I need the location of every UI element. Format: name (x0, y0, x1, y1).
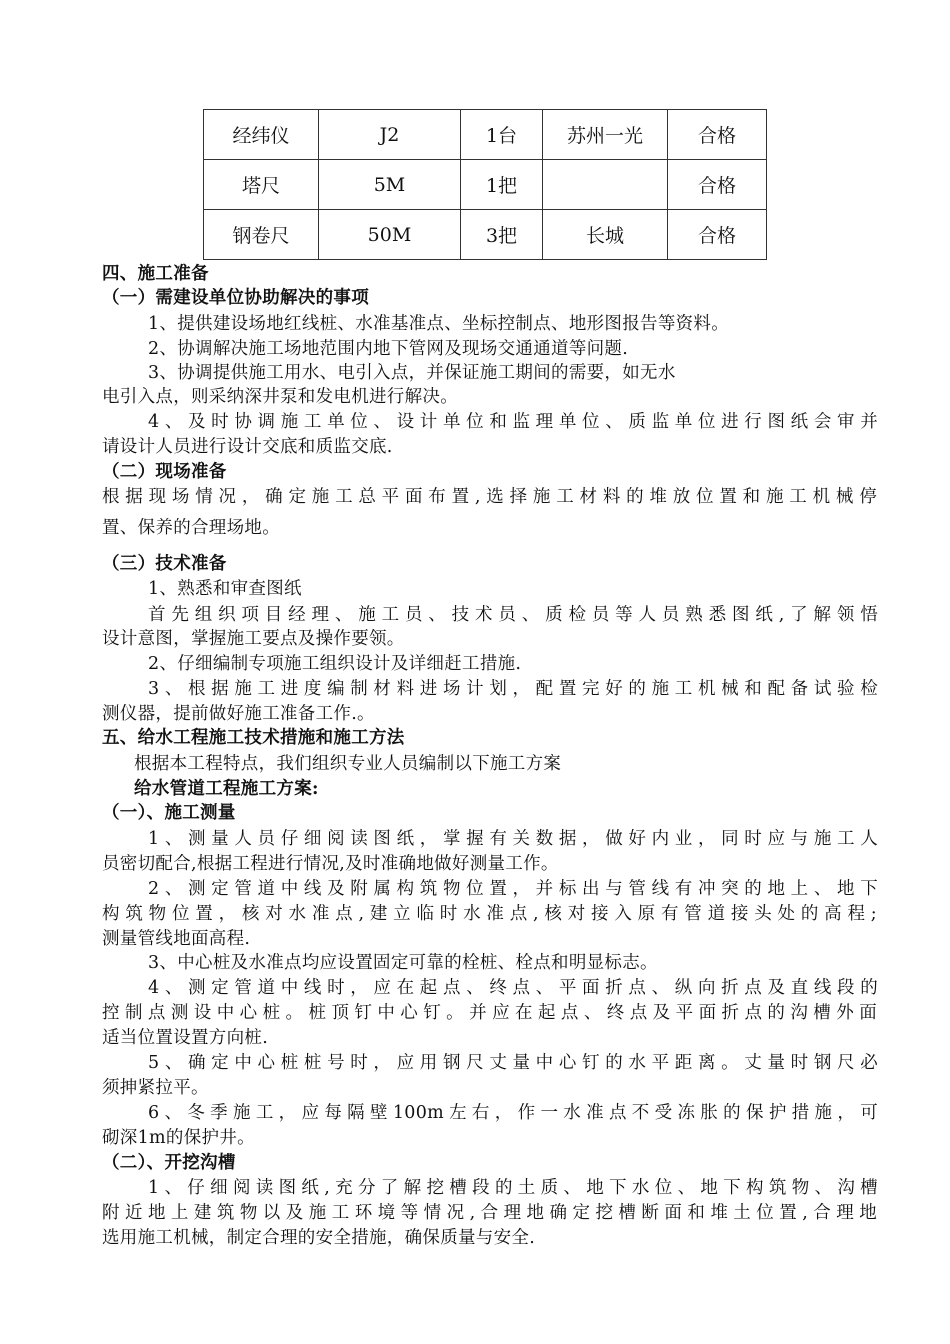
paragraph-line: 电引入点，则采纳深井泵和发电机进行解决。 (102, 387, 458, 407)
paragraph-line: 员密切配合,根据工程进行情况,及时准确地做好测量工作。 (102, 854, 559, 874)
subsection-heading: （二）、开挖沟槽 (102, 1153, 236, 1173)
paragraph-line: 1、测量人员仔细阅读图纸，掌握有关数据，做好内业，同时应与施工人 (148, 829, 878, 849)
table-cell: 塔尺 (204, 160, 319, 210)
paragraph-line: 3、根据施工进度编制材料进场计划，配置完好的施工机械和配备试验检 (148, 679, 878, 699)
equipment-table (203, 109, 767, 260)
table-cell: 长城 (543, 210, 668, 260)
paragraph-line: 首先组织项目经理、施工员、技术员、质检员等人员熟悉图纸,了解领悟 (148, 605, 878, 625)
table-cell: 5M (319, 160, 461, 210)
paragraph-line: 1、提供建设场地红线桩、水准基准点、坐标控制点、地形图报告等资料。 (148, 314, 730, 334)
table-cell: 合格 (668, 110, 767, 160)
paragraph-line: 设计意图，掌握施工要点及操作要领。 (102, 629, 405, 649)
paragraph-line: 控制点测设中心桩。桩顶钉中心钉。并应在起点、终点及平面折点的沟槽外面 (102, 1003, 877, 1023)
paragraph-line: 6、冬季施工，应每隔壁100m左右，作一水准点不受冻胀的保护措施，可 (148, 1103, 878, 1123)
table-cell: 经纬仪 (204, 110, 319, 160)
paragraph-line: 适当位置设置方向桩. (102, 1028, 269, 1048)
paragraph-line: 1、熟悉和审查图纸 (148, 579, 302, 599)
paragraph-line: 4、测定管道中线时，应在起点、终点、平面折点、纵向折点及直线段的 (148, 978, 878, 998)
paragraph-line: 置、保养的合理场地。 (102, 518, 280, 538)
subsection-heading: （二）现场准备 (102, 462, 227, 482)
table-cell: 苏州一光 (543, 110, 668, 160)
table-cell: 合格 (668, 210, 767, 260)
paragraph-line: 2、测定管道中线及附属构筑物位置，并标出与管线有冲突的地上、地下 (148, 879, 878, 899)
table-cell: J2 (319, 110, 461, 160)
paragraph-line: 选用施工机械，制定合理的安全措施，确保质量与安全. (102, 1228, 536, 1248)
paragraph-line: 请设计人员进行设计交底和质监交底. (102, 437, 393, 457)
subsection-heading: 给水管道工程施工方案: (134, 779, 319, 799)
paragraph-line: 根据现场情况，确定施工总平面布置,选择施工材料的堆放位置和施工机械停 (102, 487, 877, 507)
paragraph-line: 2、仔细编制专项施工组织设计及详细赶工措施. (148, 654, 522, 674)
subsection-heading: （一）需建设单位协助解决的事项 (102, 288, 369, 308)
paragraph-line: 附近地上建筑物以及施工环境等情况,合理地确定挖槽断面和堆土位置,合理地 (102, 1203, 877, 1223)
paragraph-line: 构筑物位置，核对水准点,建立临时水准点,核对接入原有管道接头处的高程; (102, 904, 877, 924)
section-heading: 五、给水工程施工技术措施和施工方法 (102, 728, 405, 748)
table-cell: 3把 (461, 210, 543, 260)
table-cell: 1台 (461, 110, 543, 160)
paragraph-line: 2、协调解决施工场地范围内地下管网及现场交通通道等问题. (148, 339, 629, 359)
paragraph-line: 须抻紧拉平。 (102, 1078, 209, 1098)
paragraph-line: 3、中心桩及水准点均应设置固定可靠的栓桩、栓点和明显标志。 (148, 953, 658, 973)
paragraph-line: 砌深1m的保护井。 (102, 1128, 255, 1148)
subsection-heading: （三）技术准备 (102, 554, 227, 574)
table-cell: 50M (319, 210, 461, 260)
table-cell (543, 160, 668, 210)
paragraph-line: 测量管线地面高程. (102, 929, 251, 949)
table-row (204, 210, 767, 260)
paragraph-line: 4、及时协调施工单位、设计单位和监理单位、质监单位进行图纸会审并 (148, 412, 878, 432)
paragraph-line: 3、协调提供施工用水、电引入点，并保证施工期间的需要，如无水 (148, 363, 676, 383)
paragraph-line: 5、确定中心桩桩号时，应用钢尺丈量中心钉的水平距离。丈量时钢尺必 (148, 1053, 878, 1073)
table-row (204, 110, 767, 160)
paragraph-line: 根据本工程特点，我们组织专业人员编制以下施工方案 (134, 754, 562, 774)
paragraph-line: 测仪器，提前做好施工准备工作.。 (102, 704, 375, 724)
table-cell: 钢卷尺 (204, 210, 319, 260)
subsection-heading: （一）、施工测量 (102, 803, 236, 823)
table-row (204, 160, 767, 210)
section-heading: 四、施工准备 (102, 264, 209, 284)
table-cell: 1把 (461, 160, 543, 210)
table-cell: 合格 (668, 160, 767, 210)
paragraph-line: 1、仔细阅读图纸,充分了解挖槽段的土质、地下水位、地下构筑物、沟槽 (148, 1178, 878, 1198)
